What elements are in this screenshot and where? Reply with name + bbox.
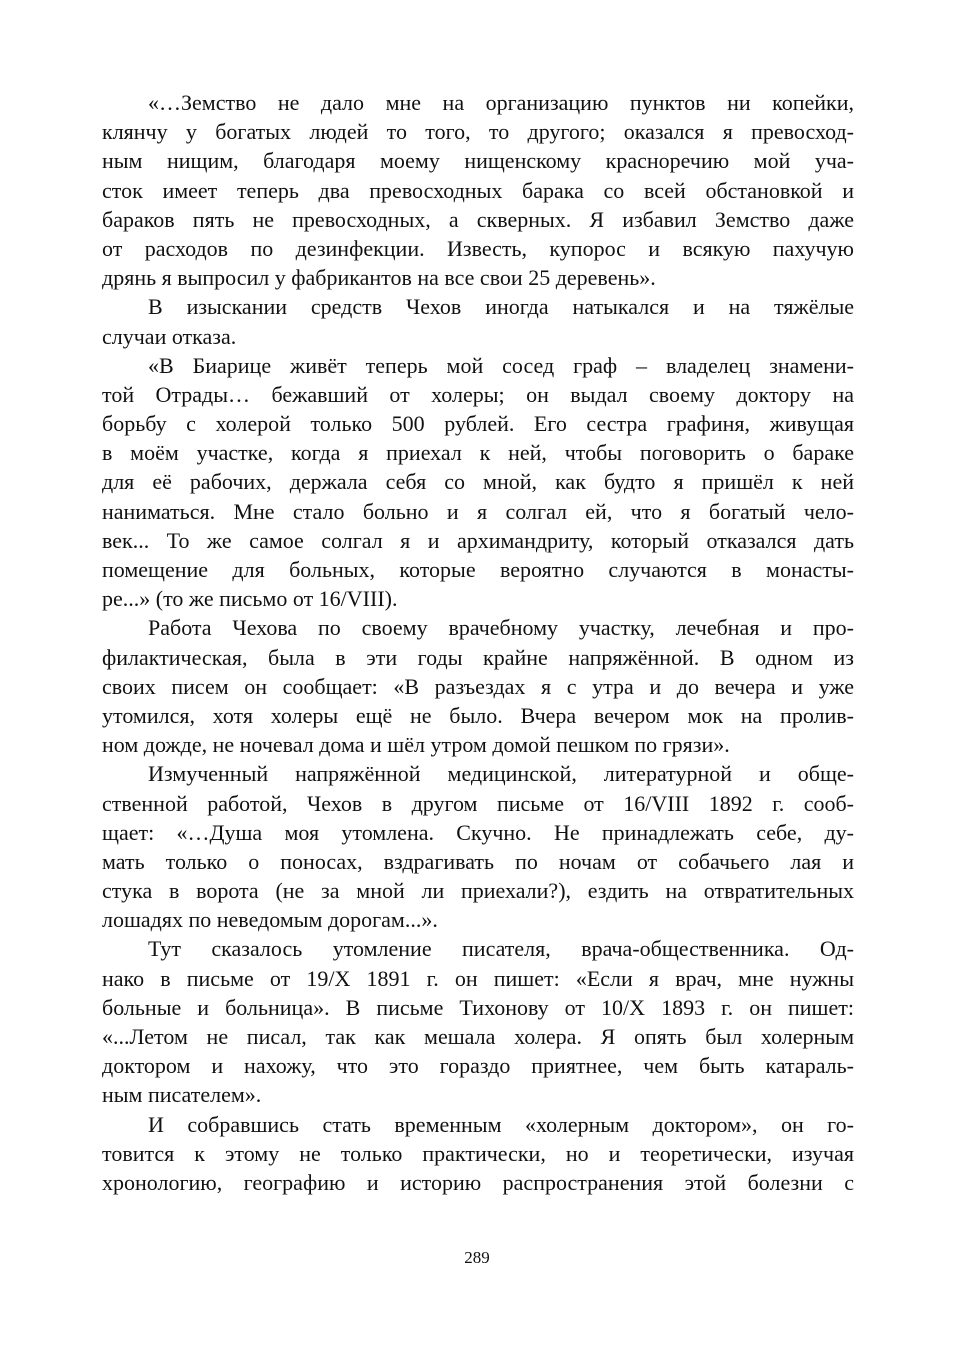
text-line: утомился, хотя холеры ещё не было. Вчера вечером мок на пролив- (102, 702, 854, 728)
paragraph (102, 351, 854, 614)
text-line: больные и больница». В письме Тихонову от 10/X 1893 г. он пишет: (102, 994, 854, 1020)
text-line: филактическая, была в эти годы крайне напряжённой. В одном из (102, 644, 854, 670)
text-line: ре...» (то же письмо от 16/VIII). (102, 586, 398, 612)
text-line: «…Земство не дало мне на организацию пунктов ни копейки, (148, 90, 854, 115)
paragraph (102, 759, 854, 934)
text-line: Тут сказалось утомление писателя, врача-общественника. Од- (148, 936, 854, 962)
text-line: от расходов по дезинфекции. Известь, купорос и всякую пахучую (102, 235, 854, 261)
text-line: мать только о поносах, вздрагивать по ночам от собачьего лая и (102, 848, 854, 874)
text-line: клянчу у богатых людей то того, то другого; оказался я превосход- (102, 119, 854, 145)
text-line: ным писателем». (102, 1082, 262, 1108)
text-line: «В Биарице живёт теперь мой сосед граф – владелец знамени- (148, 352, 854, 378)
text-line: доктором и нахожу, что это гораздо приятнее, чем быть катараль- (102, 1053, 854, 1079)
text-line: В изыскании средств Чехов иногда натыкался и на тяжёлые (148, 294, 854, 320)
text-line: ным нищим, благодаря моему нищенскому красноречию мой уча- (102, 148, 854, 174)
page-text-column (102, 88, 854, 1197)
text-line: век... То же самое солгал я и архимандриту, который отказался дать (102, 527, 854, 553)
text-line: хронологию, географию и историю распространения этой болезни с (102, 1169, 854, 1195)
text-line: своих писем он сообщает: «В разъездах я с утра и до вечера и уже (102, 673, 854, 699)
paragraph (102, 88, 854, 292)
text-line: борьбу с холерой только 500 рублей. Его сестра графиня, живущая (102, 411, 854, 437)
text-line: Измученный напряжённой медицинской, литературной и обще- (148, 761, 854, 787)
text-line: И собравшись стать временным «холерным доктором», он го- (148, 1111, 854, 1137)
text-line: для её рабочих, держала себя со мной, как будто я пришёл к ней (102, 469, 854, 495)
text-line: нако в письме от 19/X 1891 г. он пишет: «Если я врач, мне нужны (102, 965, 854, 991)
text-line: дрянь я выпросил у фабрикантов на все свои 25 деревень». (102, 265, 656, 291)
paragraph (102, 1110, 854, 1198)
text-line: лошадях по неведомым дорогам...». (102, 907, 438, 933)
text-line: сток имеет теперь два превосходных барака со всей обстановкой и (102, 177, 854, 203)
text-line: помещение для больных, которые вероятно случаются в монасты- (102, 557, 854, 582)
text-line: ственной работой, Чехов в другом письме от 16/VIII 1892 г. сооб- (102, 790, 854, 816)
text-line: «...Летом не писал, так как мешала холера. Я опять был холерным (102, 1024, 854, 1049)
paragraph (102, 934, 854, 1109)
paragraph (102, 613, 854, 759)
text-line: в моём участке, когда я приехал к ней, чтобы поговорить о бараке (102, 440, 854, 466)
text-line: той Отрады… бежавший от холеры; он выдал своему доктору на (102, 381, 854, 407)
text-line: стука в ворота (не за мной ли приехали?), ездить на отвратительных (102, 878, 854, 904)
text-line: ном дожде, не ночевал дома и шёл утром домой пешком по грязи». (102, 732, 730, 758)
text-line: случаи отказа. (102, 323, 237, 349)
page-number: 289 (464, 1248, 490, 1267)
paragraph (102, 292, 854, 350)
text-line: наниматься. Мне стало больно и я солгал ей, что я богатый чело- (102, 498, 854, 524)
text-line: Работа Чехова по своему врачебному участку, лечебная и про- (148, 615, 854, 641)
text-line: щает: «…Душа моя утомлена. Скучно. Не принадлежать себе, ду- (102, 819, 854, 845)
text-line: бараков пять не превосходных, а скверных. Я избавил Земство даже (102, 206, 854, 232)
text-line: товится к этому не только практически, но и теоретически, изучая (102, 1140, 854, 1166)
